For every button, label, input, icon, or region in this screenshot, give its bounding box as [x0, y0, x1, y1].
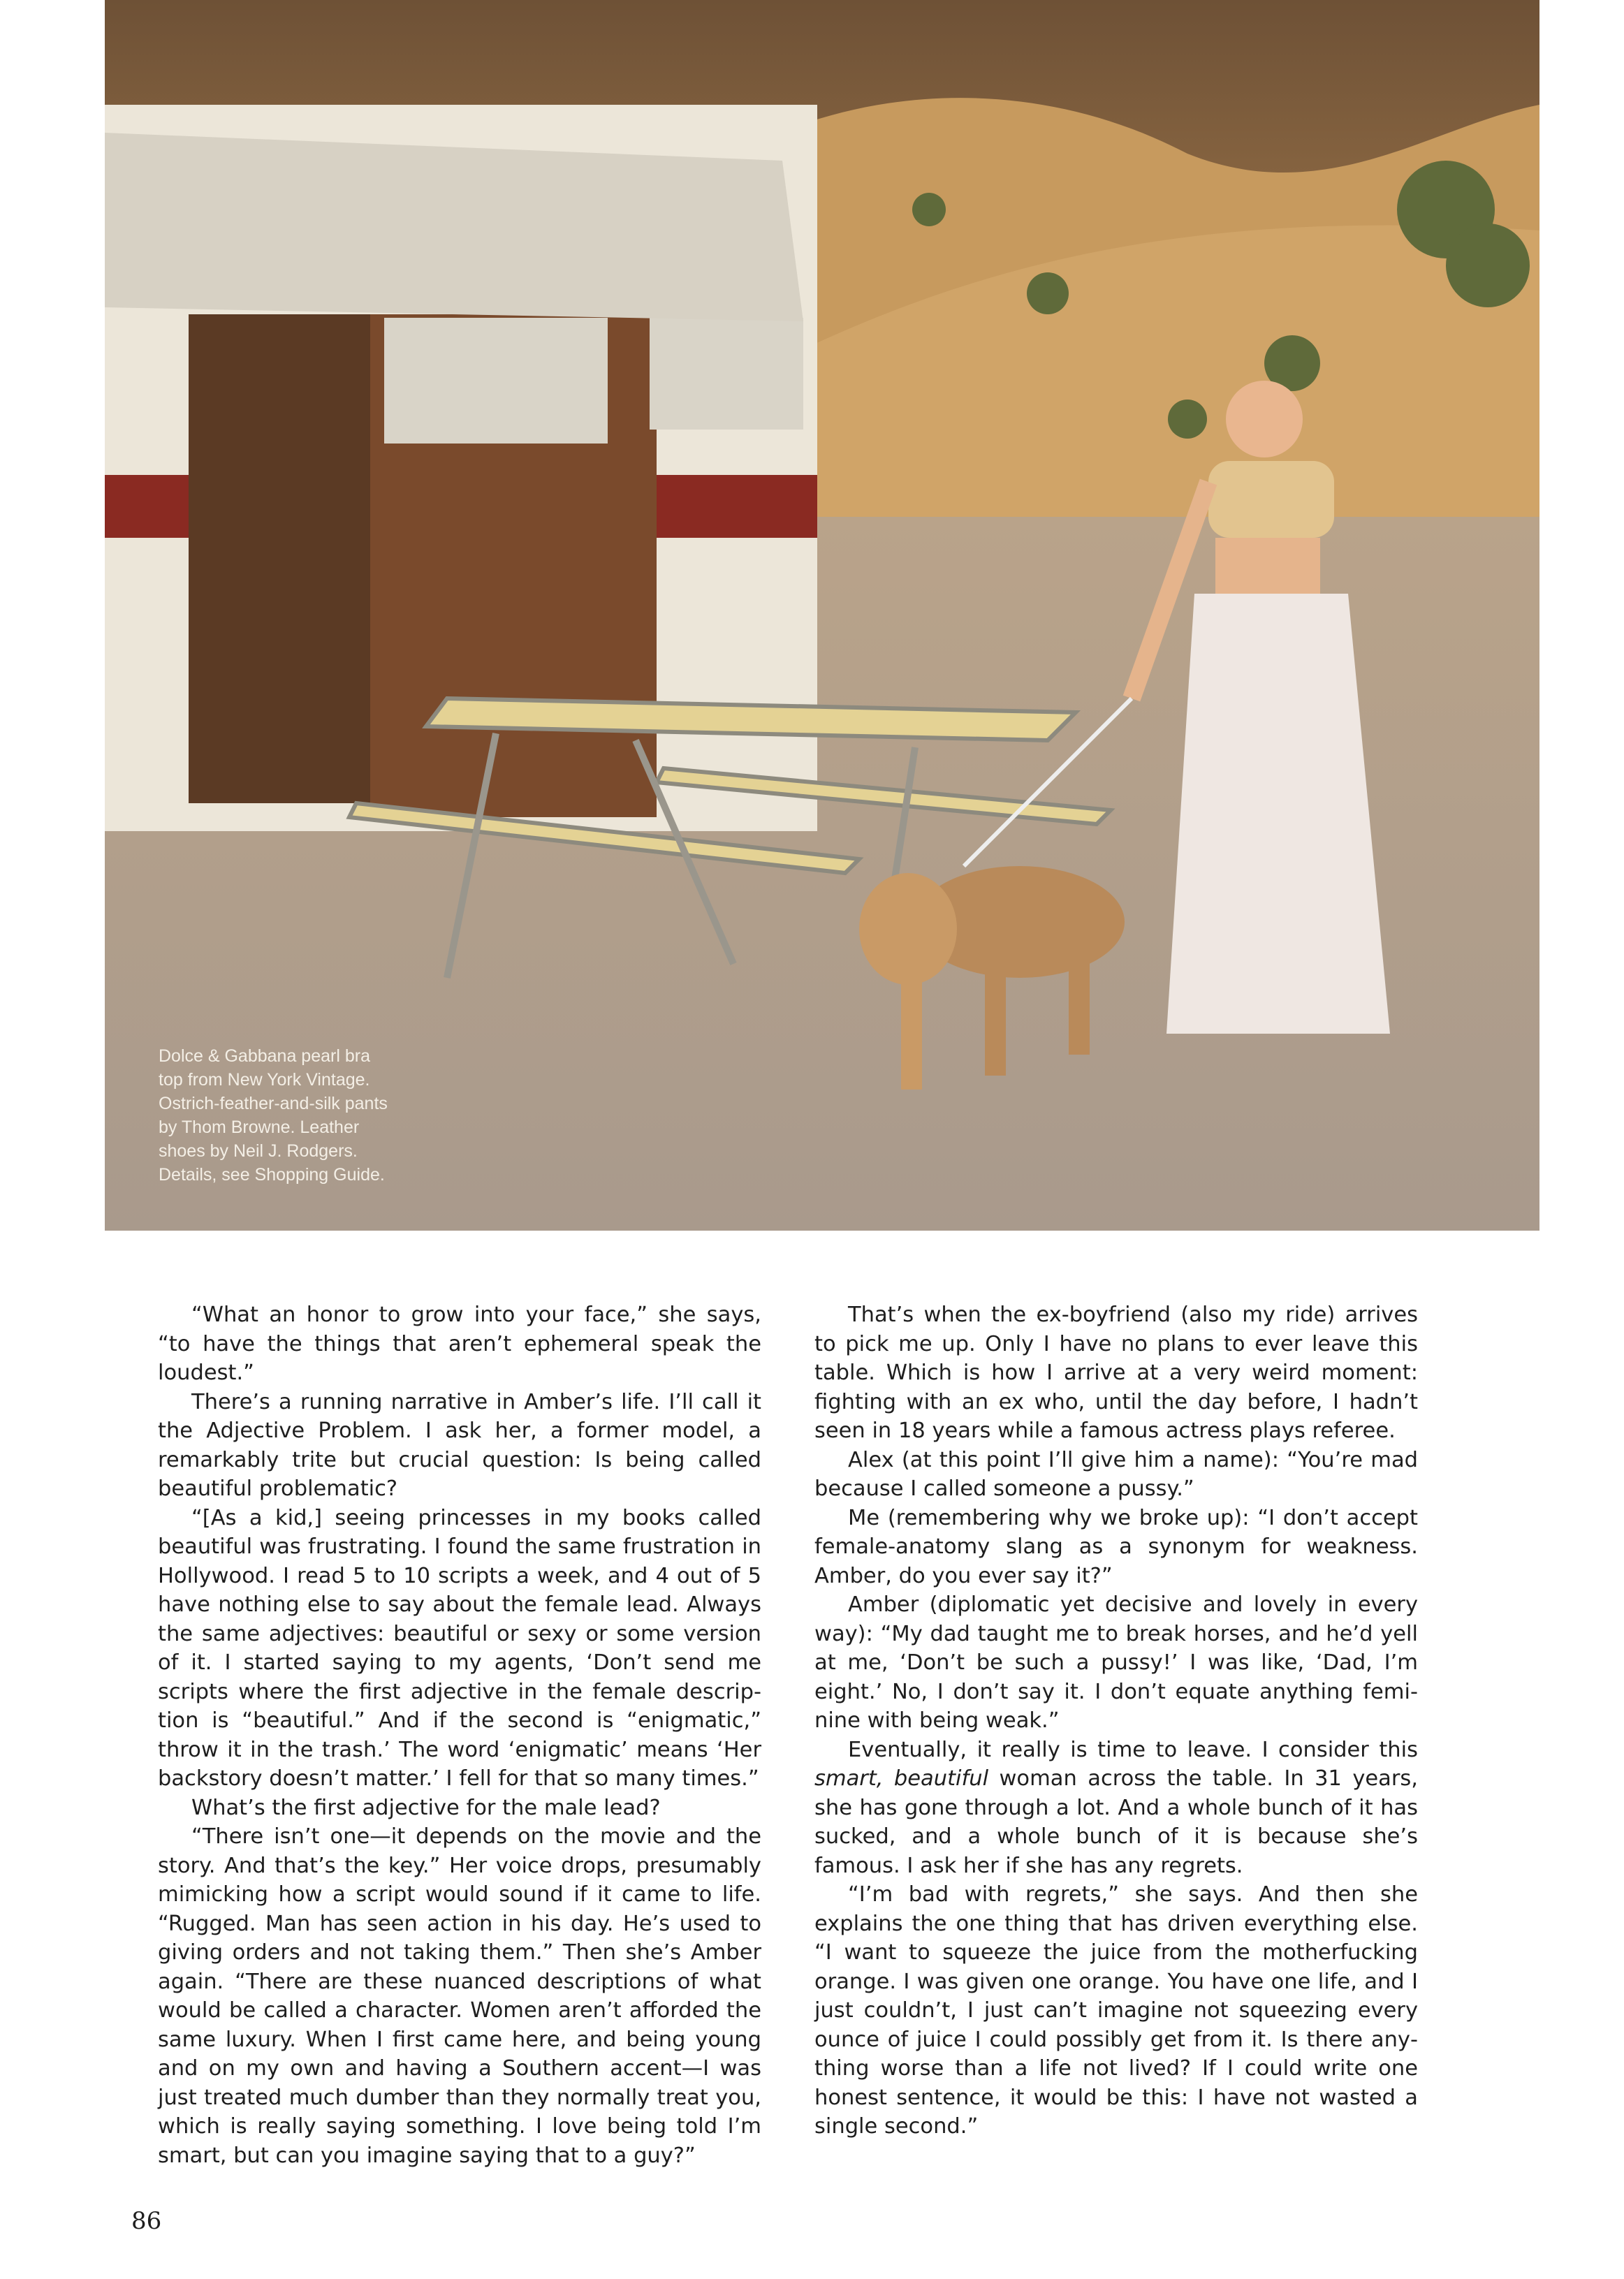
caption-line: shoes by Neil J. Rodgers. — [159, 1141, 358, 1161]
paragraph-text: woman across the table. In 31 years, she has gone through a lot. And a whole bunch of it has sucked, and a whole bunch of it is because she’s famous. I ask her if she has any regrets. — [814, 1766, 1418, 1878]
caption-line: top from New York Vintage. — [159, 1070, 370, 1090]
article-paragraph: There’s a running narrative in Amber’s life. I’ll call it the Adjective Problem. I ask her, a former model, a remarkably trite but crucial question: Is being called beautiful problematic? — [158, 1389, 761, 1501]
article-column-left — [158, 1300, 761, 2170]
article-paragraph: What’s the first adjective for the male lead? — [191, 1795, 661, 1820]
caption-line: Dolce & Gabbana pearl bra — [159, 1046, 370, 1066]
article-paragraph: “What an honor to grow into your face,” she says, “to have the things that aren’t ephemeral speak the loudest.” — [158, 1303, 761, 1385]
article-paragraph: Me (remembering why we broke up): “I don’t accept female-anatomy slang as a synonym for weakness. Amber, do you ever say it?” — [814, 1505, 1418, 1588]
article-column-right — [814, 1300, 1418, 2141]
page-number: 86 — [131, 2207, 162, 2235]
article-paragraph: “There isn’t one—it depends on the movie and the story. And that’s the key.” Her voice drops, presumably mimicking how a script would sound if it came to life. “Rugged. Man has seen action in his day. He’s used to giving orders and not taking them.” Then she’s Amber again. “There are these nuanced descriptions of what would be called a character. Women aren’t afforded the same luxury. When I first came here, and being young and on my own and having a Southern accent—I was just treated much dumber than they normally treat you, which is really saying something. I love being told I’m smart, but can you imagine saying that to a guy?” — [158, 1824, 761, 2168]
paragraph-text: Eventually, it really is time to leave. I consider this — [848, 1737, 1418, 1762]
article-paragraph: Alex (at this point I’ll give him a name): “You’re mad because I called someone a pussy.” — [814, 1447, 1418, 1501]
photo-caption — [159, 1044, 452, 1187]
caption-line: Details, see Shopping Guide. — [159, 1165, 385, 1185]
article-paragraph: “I’m bad with regrets,” she says. And then she explains the one thing that has driven everything else. “I want to squeeze the juice from the motherfucking orange. I was given one orange. You have one life, and I just couldn’t, I just can’t imagine not squeezing every ounce of juice I could possibly get from it. Is there anything worse than a life not lived? If I could write one honest sentence, it would be this: I have not wasted a single second.” — [814, 1882, 1418, 2139]
emphasized-text: smart, beautiful — [814, 1766, 989, 1791]
awning — [105, 133, 803, 321]
caption-line: Ostrich-feather-and-silk pants — [159, 1094, 388, 1113]
article-paragraph: That’s when the ex-boyfriend (also my ride) arrives to pick me up. Only I have no plans to ever leave this table. Which is how I arrive at a very weird moment: fighting with an ex who, until the day before, I hadn’t seen in 18 years while a famous actress plays referee. — [814, 1303, 1418, 1443]
caption-line: by Thom Browne. Leather — [159, 1117, 360, 1137]
article-paragraph: “[As a kid,] seeing princesses in my books called beautiful was frustrating. I found the same frustration in Hollywood. I read 5 to 10 scripts a week, and 4 out of 5 have nothing else to say about the female lead. Always the same adjectives: beautiful or sexy or some version of it. I started saying to my agents, ‘Don’t send me scripts where the first adjective in the female description is “beautiful.” And if the second is “enigmatic,” throw it in the trash.’ The word ‘enigmatic’ means ‘Her backstory doesn’t matter.’ I fell for that so many times.” — [158, 1505, 761, 1791]
article-paragraph: Amber (diplomatic yet decisive and lovely in every way): “My dad taught me to break horses, and he’d yell at me, ‘Don’t be such a pussy!’ I was like, ‘Dad, I’m eight.’ No, I don’t say it. I don’t equate anything feminine with being weak.” — [814, 1592, 1418, 1733]
feature-photo — [105, 0, 1539, 1231]
article-paragraph — [814, 1736, 1418, 1881]
